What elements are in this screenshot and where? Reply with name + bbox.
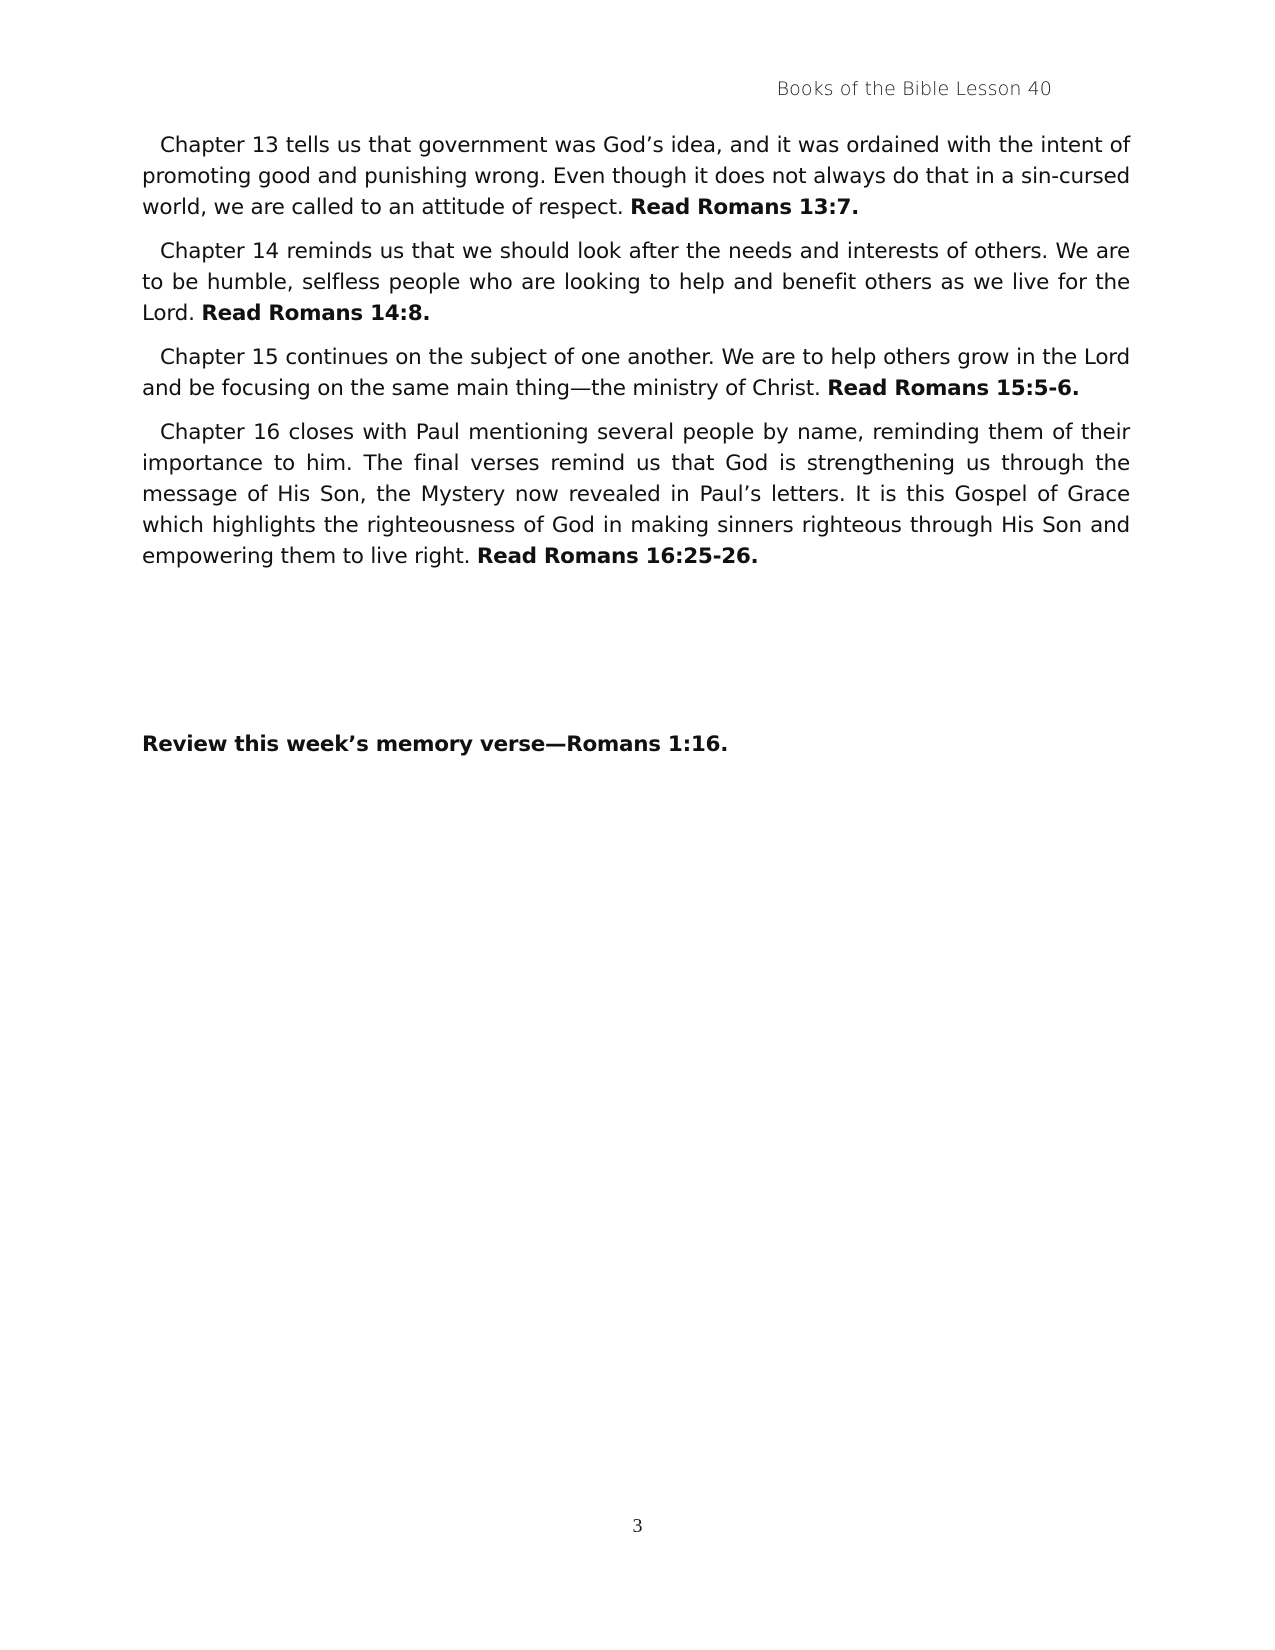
paragraph-chapter-14 xyxy=(142,236,1130,329)
paragraph-text: Chapter 13 tells us that government was God’s idea, and it was ordained with the intent of promoting good and punishing wrong. Even though it does not always do that in a sin-cursed world, we are called to an attitude of respect. xyxy=(142,133,1130,220)
paragraph-chapter-15 xyxy=(142,342,1130,404)
memory-verse-review: Review this week’s memory verse—Romans 1:16. xyxy=(142,732,729,757)
paragraph-chapter-16 xyxy=(142,417,1130,572)
scripture-reference: Read Romans 16:25-26. xyxy=(476,544,759,569)
scripture-reference: Read Romans 13:7. xyxy=(630,195,860,220)
scripture-reference: Read Romans 14:8. xyxy=(201,301,431,326)
running-header: Books of the Bible Lesson 40 xyxy=(776,78,1052,100)
lesson-body xyxy=(142,130,1130,585)
paragraph-text: Chapter 14 reminds us that we should look after the needs and interests of others. We are to be humble, selfless people who are looking to help and benefit others as we live for the Lord. xyxy=(142,239,1130,326)
paragraph-text: Chapter 15 continues on the subject of one another. We are to help others grow in the Lord and be focusing on the same main thing—the ministry of Christ. xyxy=(142,345,1130,401)
page-number: 3 xyxy=(632,1515,643,1537)
paragraph-chapter-13 xyxy=(142,130,1130,223)
paragraph-text: Chapter 16 closes with Paul mentioning several people by name, reminding them of their importance to him. The final verses remind us that God is strengthening us through the message of His Son, the Mystery now revealed in Paul’s letters. It is this Gospel of Grace which highlights the righteousness of God in making sinners righteous through His Son and empowering them to live right. xyxy=(142,420,1130,569)
scripture-reference: Read Romans 15:5-6. xyxy=(827,376,1080,401)
